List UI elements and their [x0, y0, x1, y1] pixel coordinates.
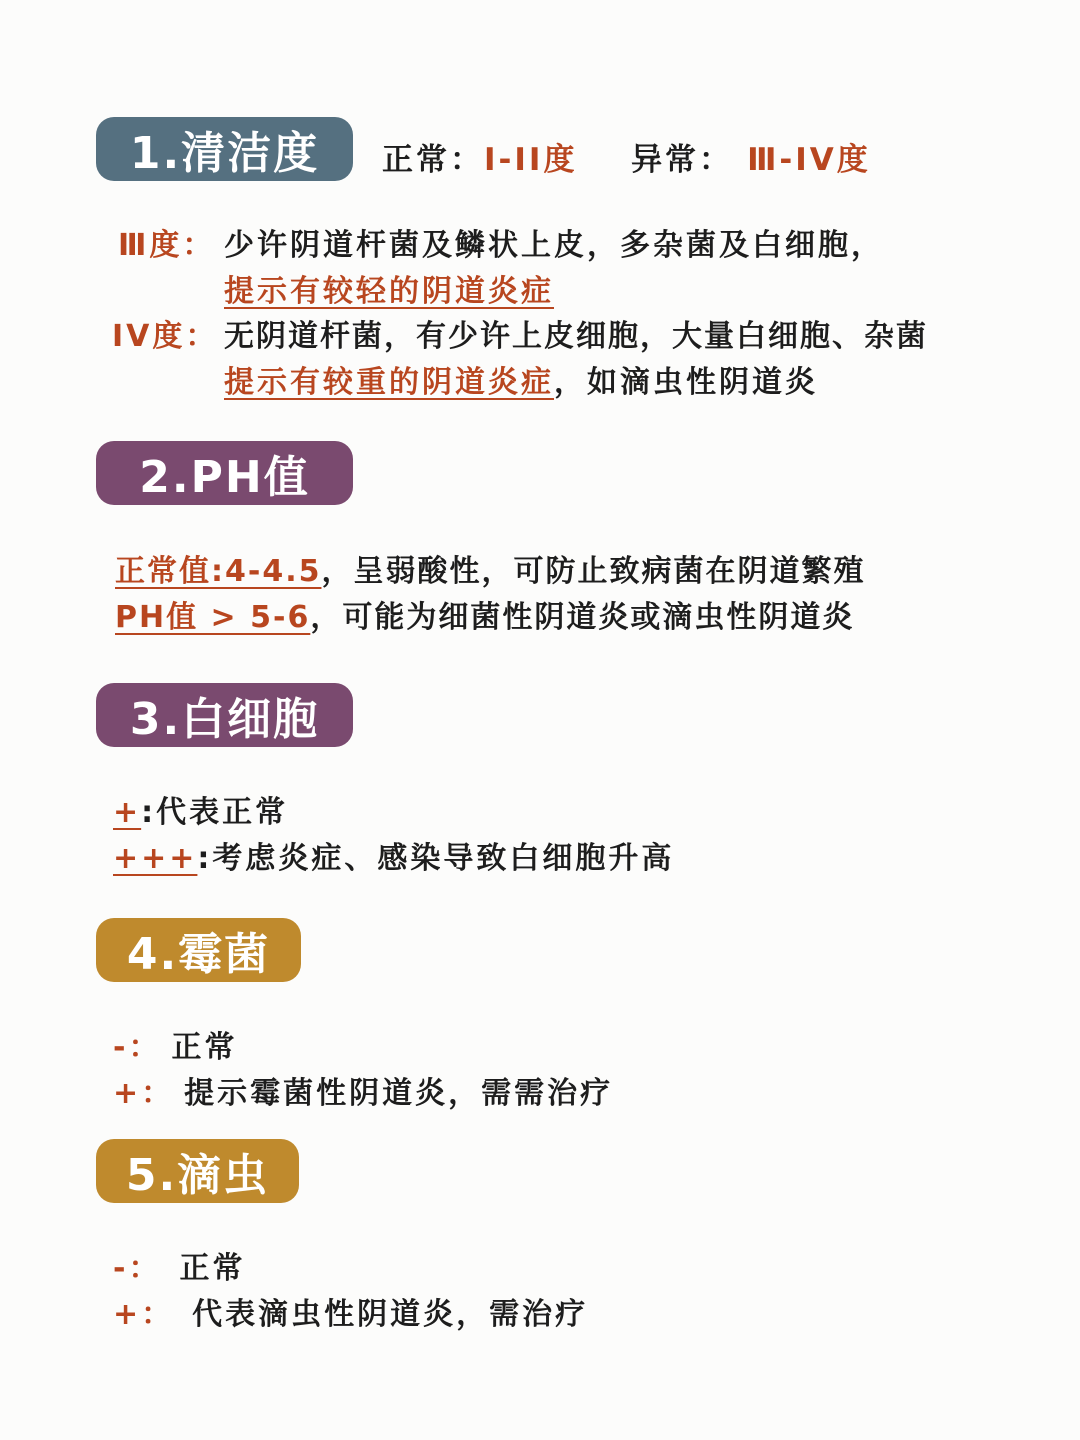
trich-negative-line [113, 1243, 245, 1287]
wbc-normal-key: + [113, 795, 142, 830]
abnormal-value: Ⅲ-IV度 [747, 142, 871, 178]
grade4-hint: 提示有较重的阴道炎症 [224, 365, 554, 400]
ph-normal-line [115, 546, 865, 590]
trich-negative-key: -： [113, 1251, 162, 1286]
section-title-wbc [96, 683, 353, 747]
grade3-text: 少许阴道杆菌及鳞状上皮，多杂菌及白细胞， [224, 228, 884, 263]
fungi-positive-text: 提示霉菌性阴道炎，需需治疗 [184, 1076, 614, 1111]
ph-high-line [115, 592, 854, 636]
grade3-hint: 提示有较轻的阴道炎症 [224, 274, 554, 309]
trich-negative-text: 正常 [179, 1251, 246, 1286]
wbc-normal-text: :代表正常 [141, 795, 289, 830]
section-title-cleanliness [96, 117, 353, 181]
trich-positive-line [113, 1289, 588, 1333]
normal-value: I-II度 [484, 142, 578, 178]
grade4-hint-line [224, 357, 818, 401]
grade3-label: Ⅲ度： [118, 228, 216, 263]
abnormal-label: 异常： [631, 142, 734, 178]
ph-normal-text: ，呈弱酸性，可防止致病菌在阴道繁殖 [321, 554, 866, 589]
grade4-label: IV度： [112, 319, 219, 354]
trich-positive-text: 代表滴虫性阴道炎，需治疗 [192, 1297, 589, 1332]
section-title-ph-text: 2.PH值 [139, 452, 310, 503]
fungi-positive-key: +： [113, 1076, 175, 1111]
section-title-ph [96, 441, 353, 505]
section-title-fungi-text: 4.霉菌 [126, 929, 271, 980]
normal-label: 正常： [382, 142, 484, 178]
section-title-cleanliness-text: 1.清洁度 [129, 128, 320, 179]
wbc-normal-line [113, 787, 288, 831]
ph-high-text: ，可能为细菌性阴道炎或滴虫性阴道炎 [310, 600, 855, 635]
ph-normal-key: 正常值:4-4.5 [115, 554, 322, 589]
section-title-fungi [96, 918, 301, 982]
wbc-high-text: :考虑炎症、感染导致白细胞升高 [197, 841, 675, 876]
fungi-positive-line [113, 1068, 613, 1112]
cleanliness-range-line [382, 134, 871, 179]
section-title-wbc-text: 3.白细胞 [129, 694, 320, 745]
wbc-high-key: +++ [113, 841, 198, 876]
fungi-negative-key: -： [113, 1030, 162, 1065]
fungi-negative-line [113, 1022, 237, 1066]
section-title-trichomonas-text: 5.滴虫 [125, 1150, 270, 1201]
grade4-text: 无阴道杆菌，有少许上皮细胞，大量白细胞、杂菌 [224, 319, 928, 354]
fungi-negative-text: 正常 [171, 1030, 238, 1065]
wbc-high-line [113, 833, 674, 877]
ph-high-key: PH值 > 5-6 [115, 600, 311, 635]
trich-positive-key: +： [113, 1297, 175, 1332]
section-title-trichomonas [96, 1139, 299, 1203]
grade4-tail: ，如滴虫性阴道炎 [554, 365, 818, 400]
